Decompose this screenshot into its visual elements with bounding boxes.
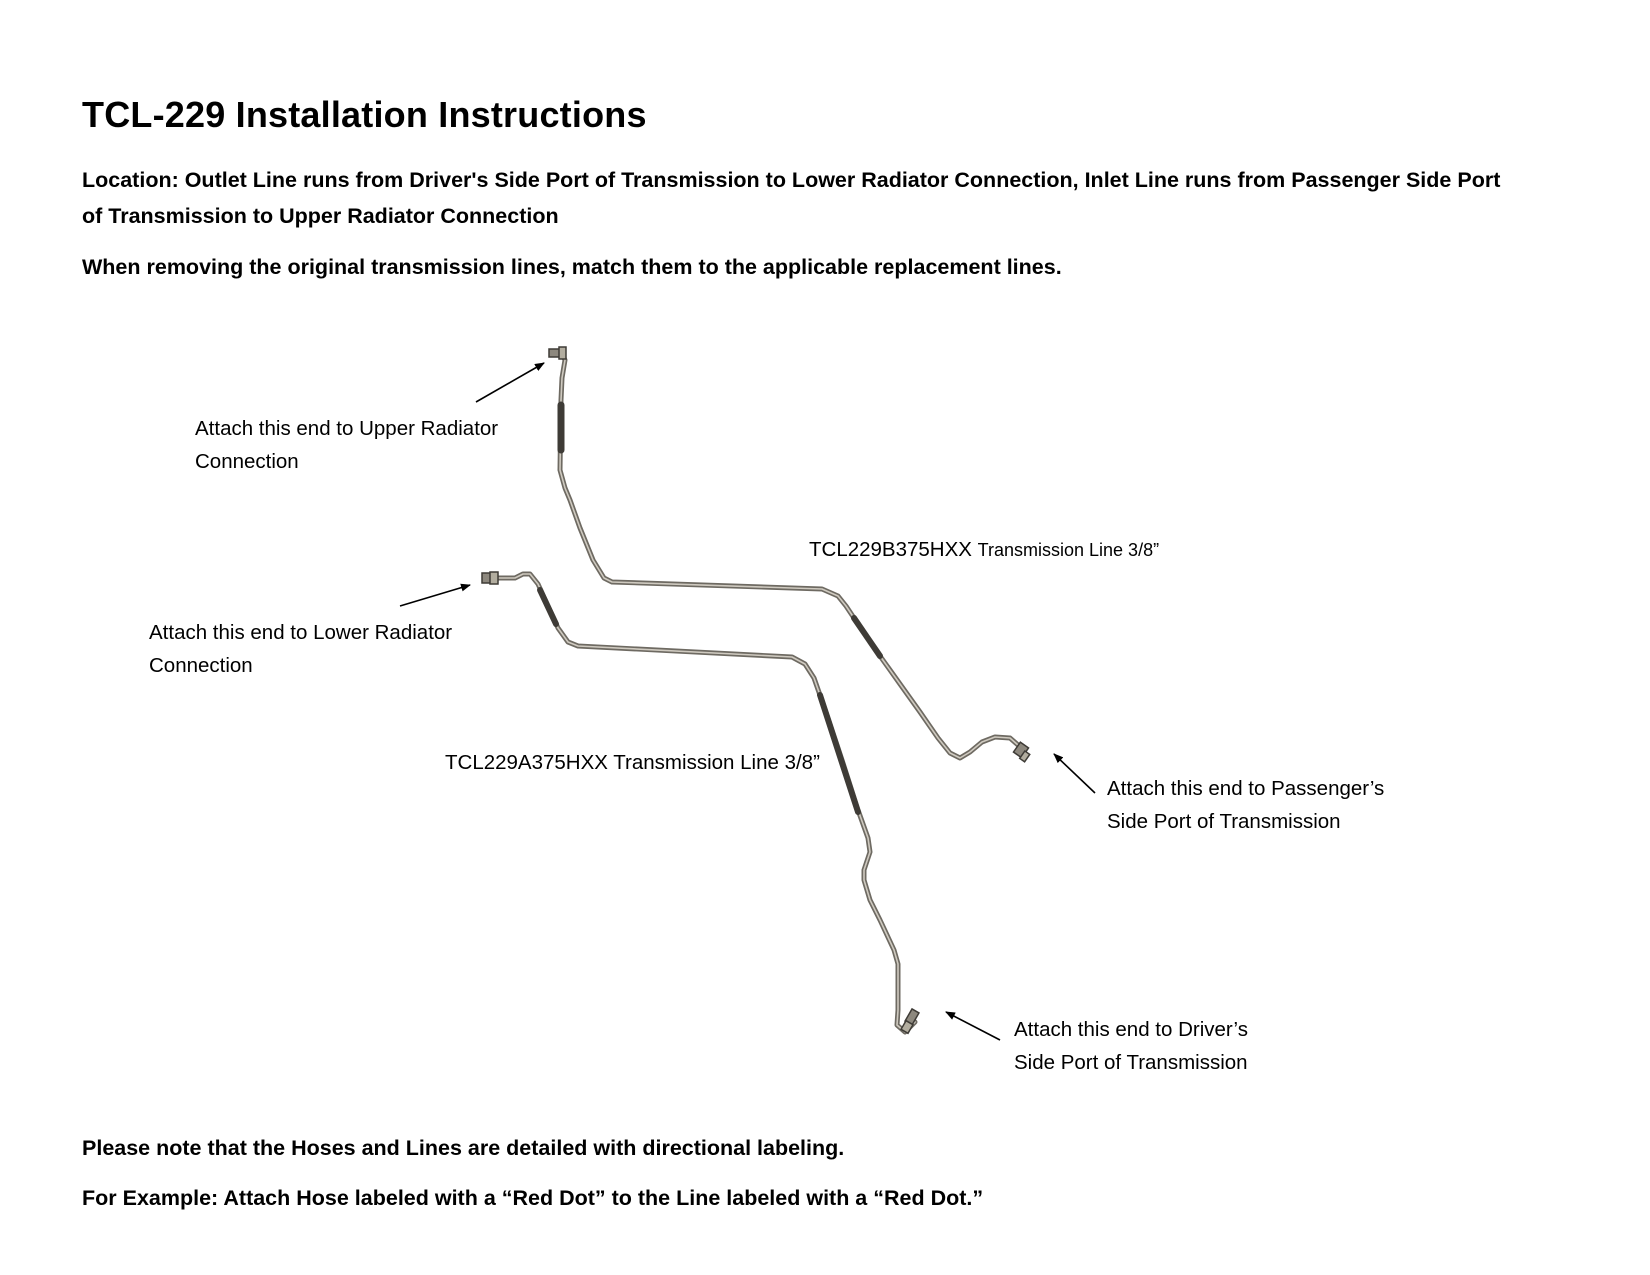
line-b-part-label <box>809 538 1159 562</box>
lower-radiator-arrow <box>400 585 470 606</box>
driver-port-callout-line1: Attach this end to Driver’s <box>1014 1018 1248 1041</box>
line-a-description: Transmission Line 3/8” <box>613 751 820 774</box>
driver-port-callout-line2: Side Port of Transmission <box>1014 1051 1248 1074</box>
line-b-description: Transmission Line 3/8” <box>977 540 1160 560</box>
passenger-port-callout-line2: Side Port of Transmission <box>1107 810 1341 833</box>
upper-radiator-callout <box>195 412 498 478</box>
upper-radiator-fitting <box>549 347 566 359</box>
driver-port-callout <box>1014 1013 1248 1079</box>
upper-radiator-callout-line2: Connection <box>195 450 299 473</box>
passenger-port-arrow <box>1054 754 1095 793</box>
passenger-port-callout-line1: Attach this end to Passenger’s <box>1107 777 1385 800</box>
location-paragraph: Location: Outlet Line runs from Driver's Side Port of Transmission to Lower Radiator Connection, Inlet Line runs from Passenger Side Port of Transmission to Upper Radiator Connection <box>82 168 1501 228</box>
page-title: TCL-229 Installation Instructions <box>82 94 647 135</box>
lower-radiator-callout-line2: Connection <box>149 654 253 677</box>
example-paragraph: For Example: Attach Hose labeled with a “Red Dot” to the Line labeled with a “Red Dot.” <box>82 1186 984 1210</box>
line-a-part-label <box>445 751 820 775</box>
transmission-line-a <box>482 572 919 1033</box>
passenger-port-callout <box>1107 772 1384 838</box>
lower-radiator-fitting <box>482 572 498 584</box>
removal-paragraph: When removing the original transmission lines, match them to the applicable replacement lines. <box>82 255 1062 279</box>
upper-radiator-arrow <box>476 363 544 402</box>
lower-radiator-callout-line1: Attach this end to Lower Radiator <box>149 621 453 644</box>
upper-radiator-callout-line1: Attach this end to Upper Radiator <box>195 417 499 440</box>
line-b-part-number: TCL229B375HXX <box>809 538 972 561</box>
note-paragraph: Please note that the Hoses and Lines are detailed with directional labeling. <box>82 1136 845 1160</box>
lower-radiator-callout <box>149 616 452 682</box>
driver-port-arrow <box>946 1012 1000 1040</box>
line-a-part-number: TCL229A375HXX <box>445 751 608 774</box>
